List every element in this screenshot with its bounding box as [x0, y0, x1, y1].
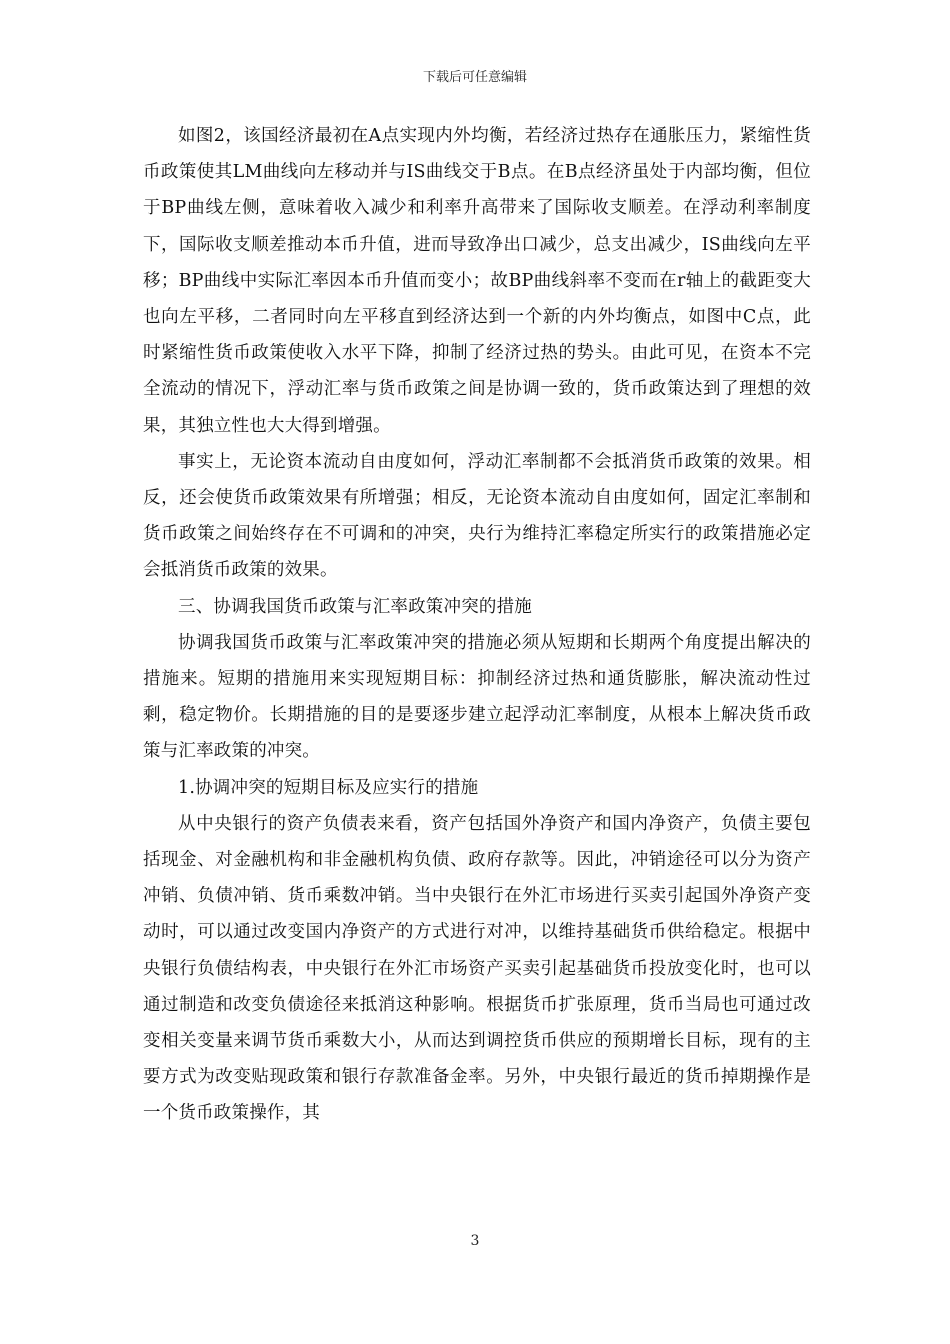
subsection-heading-1: 1.协调冲突的短期目标及应实行的措施: [178, 777, 479, 798]
document-body: [143, 118, 811, 1132]
section-heading-3: 三、协调我国货币政策与汇率政策冲突的措施: [178, 596, 532, 617]
paragraph-central-bank-balance-sheet: 从中央银行的资产负债表来看，资产包括国外净资产和国内净资产，负债主要包括现金、对金融机构和非金融机构负债、政府存款等。因此，冲销途径可以分为资产冲销、负债冲销、货币乘数冲销。当中央银行在外汇市场进行买卖引起国外净资产变动时，可以通过改变国内净资产的方式进行对冲，以维持基础货币供给稳定。根据中央银行负债结构表，中央银行在外汇市场资产买卖引起基础货币投放变化时，也可以通过制造和改变负债途径来抵消这种影响。根据货币扩张原理，货币当局也可通过改变相关变量来调节货币乘数大小，从而达到调控货币供应的预期增长目标，现有的主要方式为改变贴现政策和银行存款准备金率。另外，中央银行最近的货币掉期操作是一个货币政策操作，其: [143, 813, 811, 1124]
paragraph-figure-2-analysis: 如图2，该国经济最初在A点实现内外均衡，若经济过热存在通胀压力，紧缩性货币政策使其LM曲线向左移动并与IS曲线交于B点。在B点经济虽处于内部均衡，但位于BP曲线左侧，意味着收入减少和利率升高带来了国际收支顺差。在浮动利率制度下，国际收支顺差推动本币升值，进而导致净出口减少，总支出减少，IS曲线向左平移；BP曲线中实际汇率因本币升值而变小；故BP曲线斜率不变而在r轴上的截距变大也向左平移，二者同时向左平移直到经济达到一个新的内外均衡点，如图中C点，此时紧缩性货币政策使收入水平下降，抑制了经济过热的势头。由此可见，在资本不完全流动的情况下，浮动汇率与货币政策之间是协调一致的，货币政策达到了理想的效果，其独立性也大大得到增强。: [143, 126, 811, 436]
page-number: 3: [470, 1233, 480, 1249]
page-header: 下载后可任意编辑: [422, 70, 527, 85]
paragraph-coordination-measures: 协调我国货币政策与汇率政策冲突的措施必须从短期和长期两个角度提出解决的措施来。短期的措施用来实现短期目标：抑制经济过热和通货膨胀，解决流动性过剩，稳定物价。长期措施的目的是要逐步建立起浮动汇率制度，从根本上解决货币政策与汇率政策的冲突。: [143, 632, 811, 762]
paragraph-exchange-rate-regime: 事实上，无论资本流动自由度如何，浮动汇率制都不会抵消货币政策的效果。相反，还会使货币政策效果有所增强；相反，无论资本流动自由度如何，固定汇率制和货币政策之间始终存在不可调和的冲突，央行为维持汇率稳定所实行的政策措施必定会抵消货币政策的效果。: [143, 451, 811, 581]
